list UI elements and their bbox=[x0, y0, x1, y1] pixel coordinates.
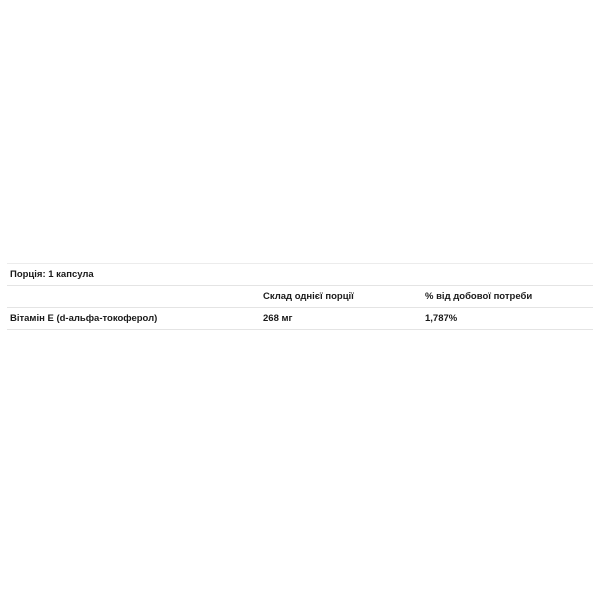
serving-spacer bbox=[260, 264, 422, 286]
header-daily-value: % від добової потреби bbox=[422, 286, 593, 308]
supplement-facts bbox=[7, 263, 593, 330]
serving-row bbox=[7, 264, 593, 286]
nutrient-daily-value: 1,787% bbox=[422, 308, 593, 330]
supplement-facts-table bbox=[7, 263, 593, 330]
nutrient-name: Вітамін Е (d-альфа-токоферол) bbox=[7, 308, 260, 330]
serving-size: Порція: 1 капсула bbox=[7, 264, 260, 286]
header-nutrient bbox=[7, 286, 260, 308]
nutrient-amount: 268 мг bbox=[260, 308, 422, 330]
table-row bbox=[7, 308, 593, 330]
header-row bbox=[7, 286, 593, 308]
header-amount: Склад однієї порції bbox=[260, 286, 422, 308]
serving-spacer-2 bbox=[422, 264, 593, 286]
